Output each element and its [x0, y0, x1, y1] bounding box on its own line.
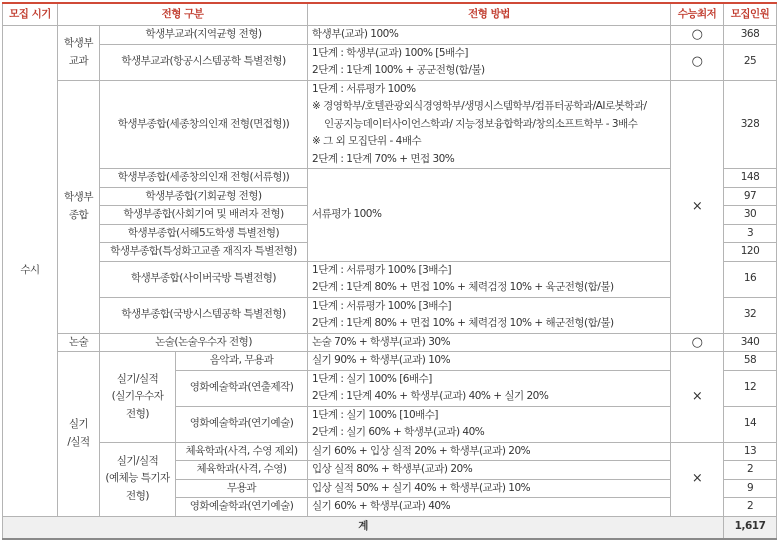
quota-cell: 25: [724, 44, 777, 80]
quota-cell: 12: [724, 370, 777, 406]
group-silgi: 실기 /실적: [58, 352, 100, 517]
quota-cell: 120: [724, 243, 777, 262]
table-row: [3, 44, 777, 80]
row-method: 1단계 : 실기 100% [10배수] 2단계 : 실기 60% + 학생부(교과) 40%: [308, 406, 671, 442]
total-label: 계: [3, 516, 724, 539]
row-method: 1단계 : 서류평가 100% ※ 경영학부/호텔관광외식경영학부/생명시스템학부/컴퓨터공학과/AI로봇학과/ 인공지능데이터사이언스학과/ 지능정보융합학과/창의소프트학부 - 3배수 ※ 그 외 모집단위 - 4배수 2단계 : 1단계 70% + 면접 30%: [308, 80, 671, 169]
row-method: 실기 60% + 학생부(교과) 40%: [308, 498, 671, 517]
quota-cell: 13: [724, 442, 777, 461]
csat-cell: ○: [671, 26, 724, 45]
table-row: [3, 26, 777, 45]
header-row: [3, 3, 777, 26]
table-row: [3, 261, 777, 297]
quota-cell: 9: [724, 479, 777, 498]
row-name: 학생부교과(항공시스템공학 특별전형): [100, 44, 308, 80]
table-row: [3, 169, 777, 188]
quota-cell: 340: [724, 333, 777, 352]
admission-table: [2, 2, 777, 540]
csat-cell: ×: [671, 442, 724, 516]
row-name: 무용과: [176, 479, 308, 498]
row-method: 학생부(교과) 100%: [308, 26, 671, 45]
row-method: 1단계 : 학생부(교과) 100% [5배수] 2단계 : 1단계 100% + 공군전형(합/불): [308, 44, 671, 80]
row-name: 학생부교과(지역균형 전형): [100, 26, 308, 45]
row-method: 실기 60% + 입상 실적 20% + 학생부(교과) 20%: [308, 442, 671, 461]
group-nonsul: 논술: [58, 333, 100, 352]
header-method: 전형 방법: [308, 3, 671, 26]
table-row: [3, 80, 777, 169]
row-name: 학생부종합(국방시스템공학 특별전형): [100, 297, 308, 333]
row-method: 입상 실적 50% + 실기 40% + 학생부(교과) 10%: [308, 479, 671, 498]
csat-cell: ○: [671, 44, 724, 80]
row-method: 1단계 : 서류평가 100% [3배수] 2단계 : 1단계 80% + 면접 10% + 체력검정 10% + 육군전형(합/불): [308, 261, 671, 297]
row-name: 학생부종합(세종창의인재 전형(면접형)): [100, 80, 308, 169]
row-name: 영화예술학과(연기예술): [176, 498, 308, 517]
row-name: 학생부종합(특성화고교졸 재직자 특별전형): [100, 243, 308, 262]
row-name: 논술(논술우수자 전형): [100, 333, 308, 352]
table-row: [3, 442, 777, 461]
quota-cell: 2: [724, 498, 777, 517]
quota-cell: 148: [724, 169, 777, 188]
row-method: 논술 70% + 학생부(교과) 30%: [308, 333, 671, 352]
quota-cell: 30: [724, 206, 777, 225]
row-method-shared: 서류평가 100%: [308, 169, 671, 262]
quota-cell: 2: [724, 461, 777, 480]
total-row: [3, 516, 777, 539]
header-category: 전형 구분: [58, 3, 308, 26]
quota-cell: 16: [724, 261, 777, 297]
total-quota: 1,617: [724, 516, 777, 539]
row-name: 체육학과(사격, 수영 제외): [176, 442, 308, 461]
header-period: 모집 시기: [3, 3, 58, 26]
group-gyogwa: 학생부 교과: [58, 26, 100, 81]
row-method: 1단계 : 실기 100% [6배수] 2단계 : 1단계 40% + 학생부(교과) 40% + 실기 20%: [308, 370, 671, 406]
quota-cell: 14: [724, 406, 777, 442]
row-method: 1단계 : 서류평가 100% [3배수] 2단계 : 1단계 80% + 면접 10% + 체력검정 10% + 해군전형(합/불): [308, 297, 671, 333]
row-name: 체육학과(사격, 수영): [176, 461, 308, 480]
csat-cell: ○: [671, 333, 724, 352]
row-name: 학생부종합(세종창의인재 전형(서류형)): [100, 169, 308, 188]
period-cell: 수시: [3, 26, 58, 517]
quota-cell: 368: [724, 26, 777, 45]
row-name: 음악과, 무용과: [176, 352, 308, 371]
row-method: 입상 실적 80% + 학생부(교과) 20%: [308, 461, 671, 480]
subgroup-silgi-teukgi: 실기/실적 (예체능 특기자 전형): [100, 442, 176, 516]
row-name: 학생부종합(서해5도학생 특별전형): [100, 224, 308, 243]
group-jonghap: 학생부 종합: [58, 80, 100, 333]
csat-cell: ×: [671, 80, 724, 333]
subgroup-silgi-usu: 실기/실적 (실기우수자 전형): [100, 352, 176, 443]
quota-cell: 3: [724, 224, 777, 243]
quota-cell: 58: [724, 352, 777, 371]
csat-cell: ×: [671, 352, 724, 443]
table-row: [3, 352, 777, 371]
row-name: 영화예술학과(연출제작): [176, 370, 308, 406]
row-name: 학생부종합(기회균형 전형): [100, 187, 308, 206]
table-row: [3, 333, 777, 352]
quota-cell: 97: [724, 187, 777, 206]
row-name: 영화예술학과(연기예술): [176, 406, 308, 442]
row-name: 학생부종합(사이버국방 특별전형): [100, 261, 308, 297]
header-csat: 수능최저: [671, 3, 724, 26]
quota-cell: 328: [724, 80, 777, 169]
header-quota: 모집인원: [724, 3, 777, 26]
quota-cell: 32: [724, 297, 777, 333]
table-row: [3, 297, 777, 333]
row-method: 실기 90% + 학생부(교과) 10%: [308, 352, 671, 371]
row-name: 학생부종합(사회기여 및 배려자 전형): [100, 206, 308, 225]
